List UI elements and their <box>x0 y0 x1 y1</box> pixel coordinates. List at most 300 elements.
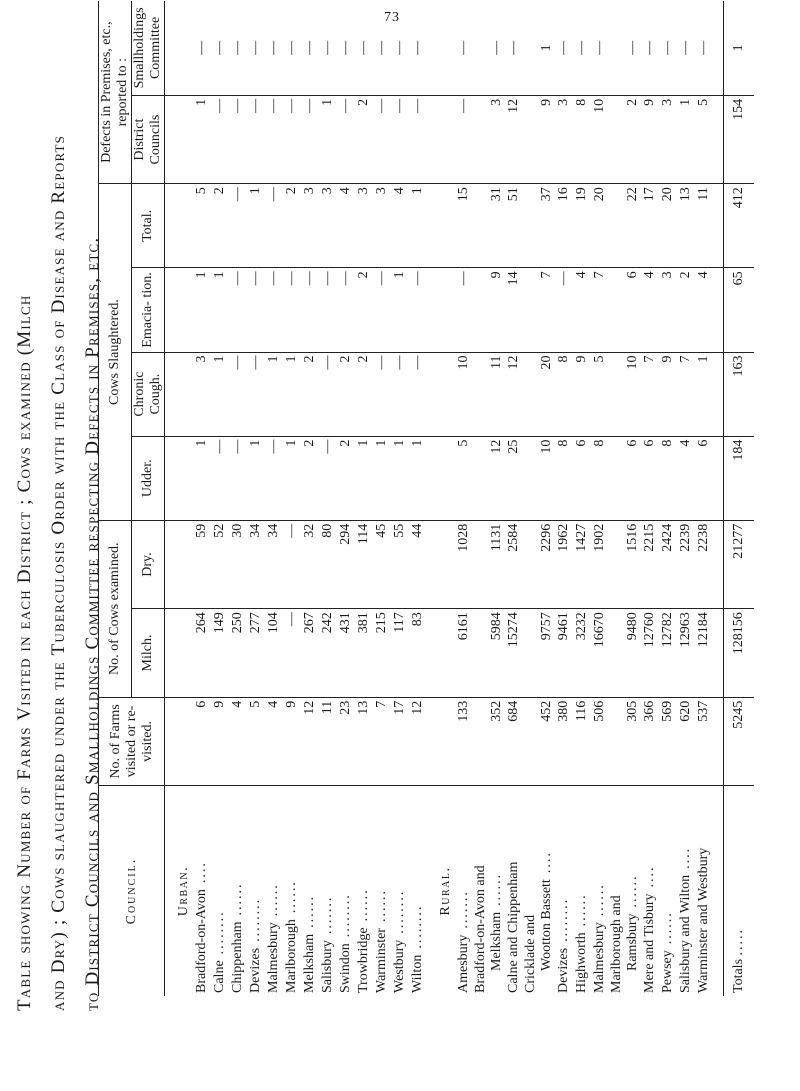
cell-district: 9 <box>641 95 659 183</box>
cell-farms: 17 <box>391 697 409 785</box>
cell-district: — <box>373 95 391 183</box>
cell-emaciation: 7 <box>591 268 609 352</box>
cell-farms: 9 <box>211 697 229 785</box>
cell-dry: 34 <box>247 520 265 608</box>
leader-dots: ...... <box>574 893 589 927</box>
cell-farms: 7 <box>373 697 391 785</box>
cell-milch: 431 <box>337 609 355 697</box>
cell-dry: 2584 <box>505 520 523 608</box>
cell-udder: — <box>211 436 229 520</box>
header-district-councils: District Councils <box>132 95 165 183</box>
table-row <box>505 1 523 996</box>
cell-total: 11 <box>695 184 713 268</box>
council-name: Marlborough <box>284 919 299 993</box>
cell-cough: 163 <box>724 352 755 436</box>
council-name: Malmesbury <box>592 922 607 993</box>
leader-dots: ...... <box>489 872 504 906</box>
leader-dots: .... <box>194 861 209 884</box>
council-name: Warminster and Westbury <box>696 847 711 993</box>
header-cows-examined: No. of Cows examined. <box>99 520 132 697</box>
row-council-name <box>641 786 659 996</box>
cell-cough: — <box>229 352 247 436</box>
cell-district: 3 <box>473 95 505 183</box>
cell-emaciation: 1 <box>193 268 211 352</box>
cell-smallholdings: — <box>473 1 505 95</box>
cell-district: — <box>229 95 247 183</box>
cell-cough: — <box>319 352 337 436</box>
cell-smallholdings: — <box>591 1 609 95</box>
cell-milch: 9480 <box>609 609 641 697</box>
cell-district: 8 <box>573 95 591 183</box>
leader-dots: .... <box>642 865 657 888</box>
row-council-name <box>247 786 265 996</box>
cell-district: 2 <box>355 95 373 183</box>
cell-dry: 1902 <box>591 520 609 608</box>
cell-district: — <box>283 95 301 183</box>
cell-cough: — <box>247 352 265 436</box>
leader-dots: ...... <box>592 883 607 917</box>
section-urban: Urban. <box>176 865 191 917</box>
cell-milch: 3232 <box>573 609 591 697</box>
row-council-name <box>211 786 229 996</box>
cell-cough: 1 <box>283 352 301 436</box>
row-council-name <box>337 786 355 996</box>
council-name: Calne and Chippenham <box>506 861 521 993</box>
cell-emaciation: — <box>555 268 573 352</box>
cell-udder: 12 <box>473 436 505 520</box>
leader-dots: ........ <box>410 904 425 949</box>
table-row <box>641 1 659 996</box>
cell-cough: 10 <box>609 352 641 436</box>
cell-district: 3 <box>555 95 573 183</box>
council-name: Highworth <box>574 932 589 993</box>
cell-farms: 12 <box>409 697 427 785</box>
cell-total: 4 <box>391 184 409 268</box>
table-row <box>283 1 301 996</box>
cell-total: 31 <box>473 184 505 268</box>
cell-milch: — <box>283 609 301 697</box>
table-row <box>337 1 355 996</box>
cell-cough: 1 <box>695 352 713 436</box>
cell-smallholdings: — <box>555 1 573 95</box>
cell-total: 20 <box>659 184 677 268</box>
cell-emaciation: — <box>319 268 337 352</box>
cell-farms: 4 <box>229 697 247 785</box>
cell-farms: 13 <box>355 697 373 785</box>
table-row <box>473 1 505 996</box>
cell-udder: 1 <box>355 436 373 520</box>
header-emaciation: Emacia- tion. <box>132 268 165 352</box>
table-row <box>373 1 391 996</box>
cell-smallholdings: — <box>229 1 247 95</box>
cell-district: — <box>409 95 427 183</box>
cell-smallholdings: — <box>247 1 265 95</box>
header-total: Total. <box>132 184 165 268</box>
cell-total: 20 <box>591 184 609 268</box>
cell-emaciation: 14 <box>505 268 523 352</box>
header-cows-slaughtered: Cows Slaughtered. <box>99 184 132 521</box>
table-caption <box>8 51 110 1011</box>
row-council-name <box>591 786 609 996</box>
table-row <box>319 1 337 996</box>
cell-district: — <box>211 95 229 183</box>
cell-district: 1 <box>319 95 337 183</box>
cell-total: 3 <box>319 184 337 268</box>
totals-row <box>724 1 755 996</box>
council-name: Westbury <box>392 939 407 993</box>
cell-smallholdings: — <box>677 1 695 95</box>
cell-milch: 381 <box>355 609 373 697</box>
cell-milch: 16670 <box>591 609 609 697</box>
cell-smallholdings: — <box>695 1 713 95</box>
cell-dry: 1131 <box>473 520 505 608</box>
cell-emaciation: 9 <box>473 268 505 352</box>
cell-milch: 267 <box>301 609 319 697</box>
cell-cough: 3 <box>193 352 211 436</box>
table-row <box>677 1 695 996</box>
cell-smallholdings: — <box>211 1 229 95</box>
cell-smallholdings: — <box>319 1 337 95</box>
cell-total: 15 <box>455 184 473 268</box>
row-council-name <box>193 786 211 996</box>
council-name-continued: Wootton Bassett <box>539 879 554 971</box>
council-name: Warminster <box>374 928 389 993</box>
cell-cough: 7 <box>677 352 695 436</box>
cell-farms: 11 <box>319 697 337 785</box>
cell-farms: 352 <box>473 697 505 785</box>
cell-cough: — <box>409 352 427 436</box>
council-name: Cricklade and <box>523 914 538 993</box>
council-name: Amesbury <box>456 934 471 993</box>
cell-smallholdings: — <box>301 1 319 95</box>
council-name: Salisbury and Wilton <box>678 874 693 993</box>
header-udder: Udder. <box>132 436 165 520</box>
cell-udder: 2 <box>301 436 319 520</box>
cell-udder: — <box>229 436 247 520</box>
cell-smallholdings: — <box>193 1 211 95</box>
table-row <box>391 1 409 996</box>
cell-emaciation: 4 <box>641 268 659 352</box>
council-name: Salisbury <box>320 940 335 993</box>
cell-dry: 294 <box>337 520 355 608</box>
leader-dots: ...... <box>660 911 675 945</box>
table-row <box>555 1 573 996</box>
cell-cough: 11 <box>473 352 505 436</box>
cell-total: 2 <box>211 184 229 268</box>
cell-farms: 5245 <box>724 697 755 785</box>
council-name: Devizes <box>556 947 571 993</box>
cell-district: — <box>247 95 265 183</box>
council-name-continued: Melksham <box>489 911 504 971</box>
cell-udder: — <box>265 436 283 520</box>
cell-farms: 9 <box>283 697 301 785</box>
header-council: Council. <box>99 786 165 996</box>
cell-emaciation: 7 <box>523 268 555 352</box>
totals-label: Totals <box>731 958 746 993</box>
cell-smallholdings: — <box>265 1 283 95</box>
row-council-name <box>455 786 473 996</box>
cell-district: — <box>301 95 319 183</box>
cell-cough: 8 <box>555 352 573 436</box>
cell-district: 1 <box>677 95 695 183</box>
cell-smallholdings: — <box>659 1 677 95</box>
cell-farms: 684 <box>505 697 523 785</box>
cell-farms: 506 <box>591 697 609 785</box>
cell-farms: 5 <box>247 697 265 785</box>
leader-dots: ...... <box>284 880 299 914</box>
header-chronic-cough: Chronic Cough. <box>132 352 165 436</box>
cell-emaciation: 2 <box>355 268 373 352</box>
cell-district: — <box>337 95 355 183</box>
cell-udder: 1 <box>409 436 427 520</box>
row-council-name <box>677 786 695 996</box>
cell-farms: 537 <box>695 697 713 785</box>
cell-udder: 8 <box>659 436 677 520</box>
cell-dry: 2215 <box>641 520 659 608</box>
cell-farms: 23 <box>337 697 355 785</box>
cell-milch: 9757 <box>523 609 555 697</box>
cell-udder: 4 <box>677 436 695 520</box>
cell-emaciation: — <box>409 268 427 352</box>
cell-total: 13 <box>677 184 695 268</box>
cell-total: — <box>265 184 283 268</box>
cell-smallholdings: — <box>283 1 301 95</box>
cell-dry: 1427 <box>573 520 591 608</box>
header-smallholdings: Smallholdings Committee <box>132 1 165 95</box>
leader-dots: ........ <box>248 897 263 942</box>
cell-udder: — <box>319 436 337 520</box>
cell-cough: 12 <box>505 352 523 436</box>
council-name: Pewsey <box>660 950 675 993</box>
row-council-name <box>659 786 677 996</box>
cell-udder: 1 <box>373 436 391 520</box>
row-council-name <box>391 786 409 996</box>
table-row <box>193 1 211 996</box>
table-row <box>265 1 283 996</box>
leader-dots: ...... <box>374 889 389 923</box>
cell-dry: 52 <box>211 520 229 608</box>
cell-emaciation: 4 <box>695 268 713 352</box>
row-council-name <box>473 786 505 996</box>
cell-total: 37 <box>523 184 555 268</box>
row-council-name <box>319 786 337 996</box>
council-name: Calne <box>212 960 227 993</box>
cell-udder: 10 <box>523 436 555 520</box>
cell-emaciation: 1 <box>211 268 229 352</box>
cell-smallholdings: — <box>337 1 355 95</box>
cell-udder: 6 <box>695 436 713 520</box>
table-row <box>609 1 641 996</box>
cell-cough: 1 <box>211 352 229 436</box>
row-council-name <box>409 786 427 996</box>
cell-emaciation: 1 <box>391 268 409 352</box>
council-name: Melksham <box>302 933 317 993</box>
cell-smallholdings: — <box>391 1 409 95</box>
cell-cough: 2 <box>355 352 373 436</box>
cell-total: 16 <box>555 184 573 268</box>
cell-dry: 44 <box>409 520 427 608</box>
cell-dry: 55 <box>391 520 409 608</box>
cell-cough: — <box>373 352 391 436</box>
row-council-name <box>301 786 319 996</box>
cell-smallholdings: 1 <box>724 1 755 95</box>
page-number: 73 <box>384 10 400 25</box>
cell-milch: 149 <box>211 609 229 697</box>
cell-emaciation: — <box>265 268 283 352</box>
council-name: Malmesbury <box>266 922 281 993</box>
caption-line-2: and Dry) ; Cows slaughtered under the Tuberculosis Order with the Class of Disease and Reports <box>48 134 69 1011</box>
cell-udder: 6 <box>609 436 641 520</box>
council-name: Marlborough and <box>609 895 624 993</box>
cell-total: 17 <box>641 184 659 268</box>
cell-farms: 12 <box>301 697 319 785</box>
leader-dots: ........ <box>556 897 571 942</box>
cell-milch: 128156 <box>724 609 755 697</box>
table-row <box>659 1 677 996</box>
row-council-name: Totals ..... <box>731 927 746 993</box>
cell-smallholdings: — <box>409 1 427 95</box>
cell-smallholdings: — <box>641 1 659 95</box>
cell-total: 1 <box>409 184 427 268</box>
council-name: Devizes <box>248 947 263 993</box>
cell-emaciation: 2 <box>677 268 695 352</box>
row-council-name <box>555 786 573 996</box>
cell-total: 2 <box>283 184 301 268</box>
cell-smallholdings: — <box>373 1 391 95</box>
cell-total: — <box>229 184 247 268</box>
cell-milch: 6161 <box>455 609 473 697</box>
table-row <box>409 1 427 996</box>
cell-farms: 116 <box>573 697 591 785</box>
table-row <box>455 1 473 996</box>
cell-emaciation: 65 <box>724 268 755 352</box>
leader-dots: ...... <box>625 874 640 908</box>
cell-dry: 59 <box>193 520 211 608</box>
statistics-table <box>98 1 754 996</box>
cell-udder: 5 <box>455 436 473 520</box>
row-council-name <box>229 786 247 996</box>
cell-udder: 184 <box>724 436 755 520</box>
cell-udder: 1 <box>391 436 409 520</box>
cell-milch: 12963 <box>677 609 695 697</box>
council-name: Wilton <box>410 954 425 993</box>
cell-emaciation: — <box>283 268 301 352</box>
cell-farms: 305 <box>609 697 641 785</box>
cell-dry: 114 <box>355 520 373 608</box>
cell-milch: 12184 <box>695 609 713 697</box>
leader-dots: ....... <box>456 890 471 929</box>
cell-cough: 7 <box>641 352 659 436</box>
council-name-continued: Ramsbury <box>625 913 640 971</box>
cell-district: 5 <box>695 95 713 183</box>
cell-total: 51 <box>505 184 523 268</box>
cell-cough: — <box>391 352 409 436</box>
table-row <box>591 1 609 996</box>
cell-milch: 117 <box>391 609 409 697</box>
table-body <box>165 1 755 996</box>
cell-cough: 10 <box>455 352 473 436</box>
cell-total: 1 <box>247 184 265 268</box>
table-row <box>229 1 247 996</box>
cell-cough: 20 <box>523 352 555 436</box>
cell-emaciation: — <box>455 268 473 352</box>
row-council-name <box>609 786 641 996</box>
cell-smallholdings: — <box>573 1 591 95</box>
council-name: Bradford-on-Avon <box>194 889 209 993</box>
cell-district: 10 <box>591 95 609 183</box>
cell-farms: 133 <box>455 697 473 785</box>
cell-dry: — <box>283 520 301 608</box>
header-milch: Milch. <box>132 609 165 697</box>
cell-farms: 366 <box>641 697 659 785</box>
cell-milch: 9461 <box>555 609 573 697</box>
cell-district: 12 <box>505 95 523 183</box>
row-council-name <box>573 786 591 996</box>
cell-milch: 250 <box>229 609 247 697</box>
table-row <box>247 1 265 996</box>
cell-farms: 6 <box>193 697 211 785</box>
row-council-name <box>373 786 391 996</box>
council-name: Swindon <box>338 943 353 993</box>
cell-total: 412 <box>724 184 755 268</box>
header-defects: Defects in Premises, etc., reported to : <box>99 1 132 184</box>
cell-milch: 15274 <box>505 609 523 697</box>
row-council-name <box>283 786 301 996</box>
cell-dry: 34 <box>265 520 283 608</box>
cell-cough: 2 <box>301 352 319 436</box>
cell-smallholdings: — <box>455 1 473 95</box>
row-council-name <box>505 786 523 996</box>
table-row <box>573 1 591 996</box>
cell-cough: 5 <box>591 352 609 436</box>
cell-udder: 1 <box>283 436 301 520</box>
cell-district: — <box>455 95 473 183</box>
cell-milch: 104 <box>265 609 283 697</box>
cell-udder: 1 <box>247 436 265 520</box>
cell-district: — <box>391 95 409 183</box>
cell-district: 1 <box>193 95 211 183</box>
header-farms: No. of Farms visited or re-visited. <box>99 697 165 785</box>
cell-dry: 2296 <box>523 520 555 608</box>
row-council-name <box>265 786 283 996</box>
leader-dots: .... <box>678 846 693 869</box>
leader-dots: ........ <box>338 893 353 938</box>
cell-total: 3 <box>373 184 391 268</box>
cell-emaciation: 4 <box>573 268 591 352</box>
cell-milch: 215 <box>373 609 391 697</box>
cell-district: 154 <box>724 95 755 183</box>
cell-udder: 2 <box>337 436 355 520</box>
council-name: Bradford-on-Avon and <box>473 865 488 993</box>
cell-dry: 80 <box>319 520 337 608</box>
caption-line-1: Table showing Number of Farms Visited in each District ; Cows examined (Milch <box>14 294 35 1011</box>
cell-cough: 9 <box>659 352 677 436</box>
cell-total: 4 <box>337 184 355 268</box>
cell-dry: 45 <box>373 520 391 608</box>
row-council-name <box>695 786 713 996</box>
caption-line-3: to District Councils and Smallholdings Committee respecting Defects in Premises, etc. <box>82 236 103 1011</box>
cell-emaciation: — <box>229 268 247 352</box>
cell-district: 9 <box>523 95 555 183</box>
cell-milch: 12782 <box>659 609 677 697</box>
cell-farms: 380 <box>555 697 573 785</box>
cell-total: 19 <box>573 184 591 268</box>
cell-dry: 1028 <box>455 520 473 608</box>
cell-farms: 452 <box>523 697 555 785</box>
cell-udder: 8 <box>591 436 609 520</box>
cell-total: 5 <box>193 184 211 268</box>
cell-dry: 1962 <box>555 520 573 608</box>
